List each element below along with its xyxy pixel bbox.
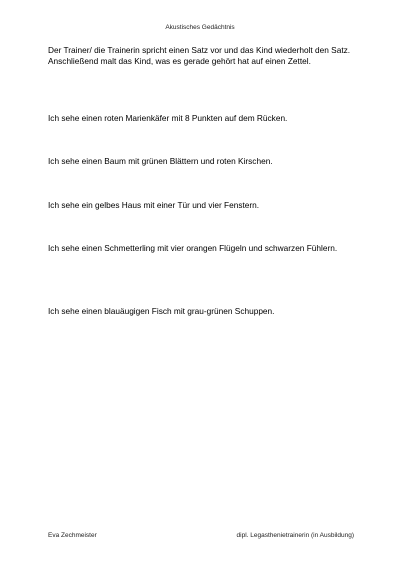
sentence-5: Ich sehe einen blauäugigen Fisch mit grau-grünen Schuppen. <box>48 306 275 316</box>
sentence-1: Ich sehe einen roten Marienkäfer mit 8 Punkten auf dem Rücken. <box>48 113 288 123</box>
instructions-paragraph: Der Trainer/ die Trainerin spricht einen Satz vor und das Kind wiederholt den Satz. Anschließend malt das Kind, was es gerade gehört hat auf einen Zettel. <box>48 45 351 66</box>
sentence-2: Ich sehe einen Baum mit grünen Blättern und roten Kirschen. <box>48 156 273 166</box>
footer-author: Eva Zechmeister <box>48 532 97 539</box>
footer-role: dipl. Legasthenietrainerin (in Ausbildung) <box>236 532 354 539</box>
page-header-title: Akustisches Gedächtnis <box>165 24 235 31</box>
sentence-4: Ich sehe einen Schmetterling mit vier orangen Flügeln und schwarzen Fühlern. <box>48 243 338 253</box>
page-footer <box>48 532 354 539</box>
sentence-3: Ich sehe ein gelbes Haus mit einer Tür und vier Fenstern. <box>48 200 260 210</box>
